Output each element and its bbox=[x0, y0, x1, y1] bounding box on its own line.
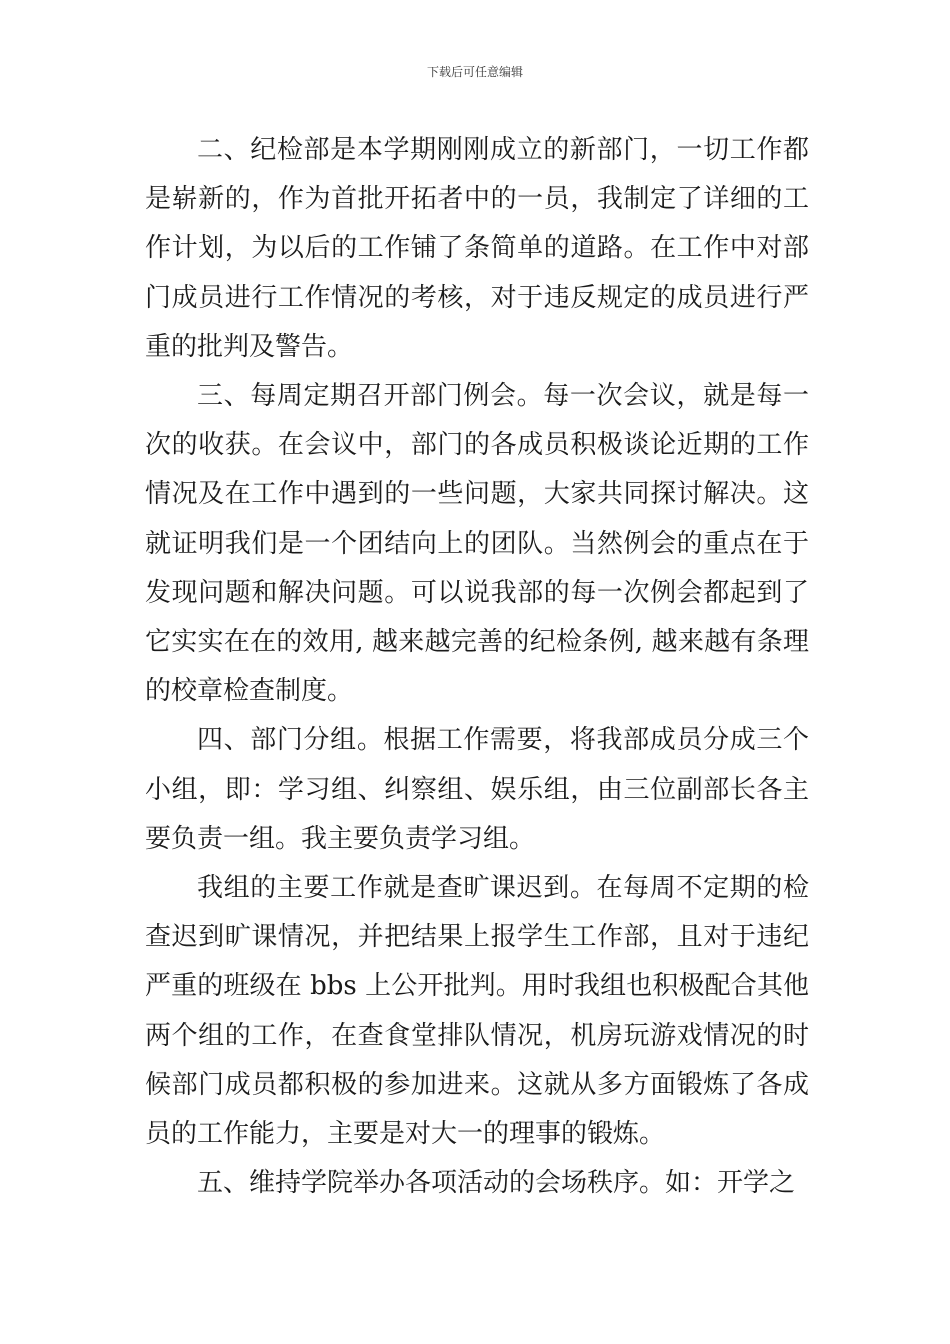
paragraph-section-2: 二、纪检部是本学期刚刚成立的新部门，一切工作都是崭新的，作为首批开拓者中的一员，我制定了详细的工作计划，为以后的工作铺了条简单的道路。在工作中对部门成员进行工作情况的考核，对于违反规定的成员进行严重的批判及警告。 bbox=[145, 135, 809, 362]
document-body bbox=[145, 126, 809, 1208]
paragraph-section-3: 三、每周定期召开部门例会。每一次会议，就是每一次的收获。在会议中，部门的各成员积极谈论近期的工作情况及在工作中遇到的一些问题，大家共同探讨解决。这就证明我们是一个团结向上的团队。当然例会的重点在于发现问题和解决问题。可以说我部的每一次例会都起到了它实实在在的效用, 越来越完善的纪检条例, 越来越有条理的校章检查制度。 bbox=[145, 381, 809, 707]
page-header: 下载后可任意编辑 bbox=[426, 65, 523, 79]
paragraph-study-group: 我组的主要工作就是查旷课迟到。在每周不定期的检查迟到旷课情况，并把结果上报学生工作部，且对于违纪严重的班级在 bbs 上公开批判。用时我组也积极配合其他两个组的工作，在查食堂排队情况，机房玩游戏情况的时候部门成员都积极的参加进来。这就从多方面锻炼了各成员的工作能力，主要是对大一的理事的锻炼。 bbox=[145, 873, 809, 1150]
paragraph-section-5: 五、维持学院举办各项活动的会场秩序。如：开学之 bbox=[197, 1168, 796, 1199]
paragraph-section-4: 四、部门分组。根据工作需要，将我部成员分成三个小组，即：学习组、纠察组、娱乐组，由三位副部长各主要负责一组。我主要负责学习组。 bbox=[145, 725, 809, 854]
